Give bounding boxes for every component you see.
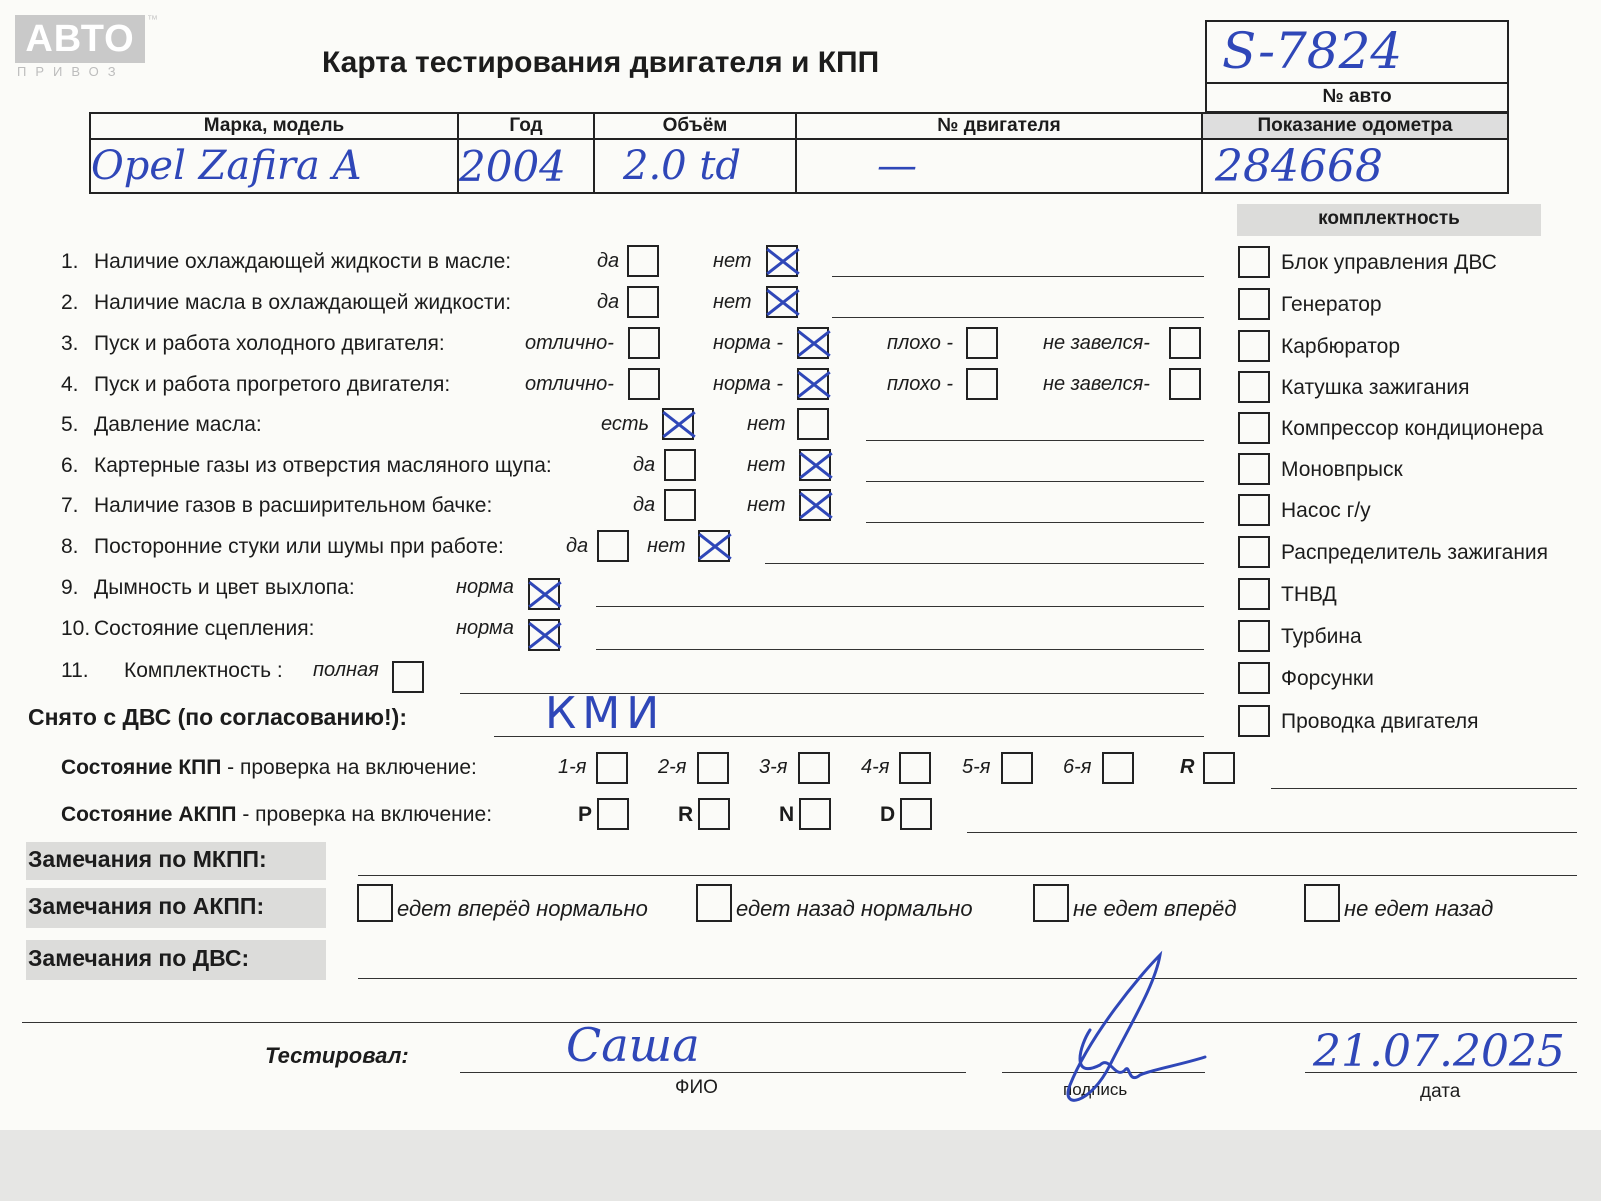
option-checkbox-checked[interactable]	[662, 408, 694, 440]
scan-shadow	[0, 1130, 1601, 1201]
check-number: 4.	[61, 373, 79, 396]
date-line	[1305, 1072, 1577, 1073]
check-number: 8.	[61, 535, 79, 558]
check-number: 3.	[61, 332, 79, 355]
option-label: плохо -	[887, 332, 954, 354]
option-label: да	[597, 291, 620, 313]
option-checkbox[interactable]	[664, 449, 696, 481]
auto-number-divider	[1205, 82, 1509, 84]
akpp-gear-checkbox[interactable]	[900, 798, 932, 830]
kit-item: Форсунки	[1281, 667, 1374, 690]
check-number: 5.	[61, 413, 79, 436]
akpp-remark-option: не едет вперёд	[1073, 896, 1237, 921]
year-label: Год	[458, 113, 594, 139]
option-label: нет	[713, 291, 752, 313]
volume-label: Объём	[594, 113, 796, 139]
gear-checkbox[interactable]	[1001, 752, 1033, 784]
gear-label: 4-я	[861, 756, 890, 778]
kit-item: Генератор	[1281, 293, 1382, 316]
option-checkbox[interactable]	[392, 661, 424, 693]
kit-checkbox[interactable]	[1238, 412, 1270, 444]
gear-label: 6-я	[1063, 756, 1092, 778]
kit-checkbox[interactable]	[1238, 662, 1270, 694]
volume-cell	[594, 139, 796, 193]
akpp-label-bold: Состояние АКПП	[61, 803, 237, 826]
check-number: 11.	[61, 659, 89, 682]
engine-cell	[796, 139, 1202, 193]
option-label: да	[633, 494, 656, 516]
kit-item: Турбина	[1281, 625, 1362, 648]
signature	[1030, 945, 1230, 1125]
kit-checkbox[interactable]	[1238, 620, 1270, 652]
kit-item: Распределитель зажигания	[1281, 541, 1549, 564]
fio-line	[460, 1072, 966, 1073]
option-checkbox-checked[interactable]	[799, 449, 831, 481]
option-checkbox-checked[interactable]	[528, 578, 560, 610]
option-checkbox[interactable]	[627, 286, 659, 318]
check-number: 9.	[61, 576, 79, 599]
kpp-label	[61, 756, 477, 780]
option-label: не завелся-	[1043, 332, 1150, 354]
option-checkbox[interactable]	[797, 408, 829, 440]
check-number: 10.	[61, 617, 91, 640]
check-text: Посторонние стуки или шумы при работе:	[94, 535, 504, 558]
kit-checkbox[interactable]	[1238, 536, 1270, 568]
tester-name: Саша	[566, 1018, 700, 1072]
removed-line	[494, 736, 1204, 737]
divider-line	[22, 1022, 1577, 1023]
option-checkbox[interactable]	[966, 327, 998, 359]
removed-label: Снято с ДВС (по согласованию!):	[28, 704, 407, 730]
kit-checkbox[interactable]	[1238, 578, 1270, 610]
kit-checkbox[interactable]	[1238, 330, 1270, 362]
gear-checkbox[interactable]	[596, 752, 628, 784]
year-cell	[458, 139, 594, 193]
option-checkbox-checked[interactable]	[797, 368, 829, 400]
option-label: есть	[601, 413, 650, 435]
engine-label: № двигателя	[796, 113, 1202, 139]
option-label: отлично-	[525, 373, 614, 395]
answer-line	[596, 606, 1204, 607]
check-number: 2.	[61, 291, 79, 314]
option-label: плохо -	[887, 373, 954, 395]
option-label: норма	[456, 617, 514, 639]
gear-checkbox[interactable]	[697, 752, 729, 784]
logo-subtitle: ПРИВОЗ	[17, 64, 125, 79]
kit-checkbox[interactable]	[1238, 494, 1270, 526]
year-value: 2004	[459, 141, 566, 191]
kit-item: ТНВД	[1281, 583, 1337, 606]
gear-label: 2-я	[658, 756, 687, 778]
option-checkbox-checked[interactable]	[766, 245, 798, 277]
akpp-remark-option: едет вперёд нормально	[397, 896, 648, 921]
answer-line	[866, 522, 1204, 523]
option-checkbox-checked[interactable]	[528, 619, 560, 651]
kit-item: Моновпрыск	[1281, 458, 1403, 481]
brand-value: Opel Zafira A	[91, 143, 362, 189]
check-number: 6.	[61, 454, 79, 477]
option-label: нет	[713, 250, 752, 272]
page-title: Карта тестирования двигателя и КПП	[322, 46, 880, 79]
answer-line	[866, 481, 1204, 482]
odometer-cell	[1202, 139, 1508, 193]
auto-number-value: S-7824	[1222, 22, 1403, 80]
kit-checkbox[interactable]	[1238, 288, 1270, 320]
akpp-gear-checkbox[interactable]	[698, 798, 730, 830]
akpp-remark-checkbox[interactable]	[357, 884, 393, 922]
option-checkbox[interactable]	[597, 530, 629, 562]
akpp-remark-checkbox[interactable]	[696, 884, 732, 922]
akpp-gear-label: N	[779, 803, 795, 826]
kit-item: Блок управления ДВС	[1281, 251, 1497, 274]
akpp-label	[61, 803, 492, 827]
answer-line	[596, 649, 1204, 650]
option-label: полная	[313, 659, 379, 681]
check-text: Наличие охлаждающей жидкости в масле:	[94, 250, 512, 273]
option-label: норма	[456, 576, 514, 598]
gear-checkbox[interactable]	[1102, 752, 1134, 784]
kit-title: комплектность	[1318, 208, 1460, 229]
logo-trademark: ™	[147, 14, 158, 26]
option-label: отлично-	[525, 332, 614, 354]
engine-value: —	[877, 143, 917, 189]
fio-label: ФИО	[675, 1077, 718, 1098]
gear-label: 5-я	[962, 756, 991, 778]
option-checkbox[interactable]	[628, 327, 660, 359]
kit-item: Насос г/у	[1281, 499, 1371, 522]
auto-number-label: № авто	[1322, 86, 1392, 107]
option-label: да	[633, 454, 656, 476]
option-checkbox[interactable]	[966, 368, 998, 400]
odometer-label: Показание одометра	[1202, 113, 1508, 139]
akpp-remark-option: не едет назад	[1344, 896, 1494, 921]
check-text: Дымность и цвет выхлопа:	[94, 576, 355, 599]
answer-line	[866, 440, 1204, 441]
logo	[15, 15, 145, 63]
option-label: не завелся-	[1043, 373, 1150, 395]
gear-checkbox[interactable]	[798, 752, 830, 784]
option-checkbox-checked[interactable]	[766, 286, 798, 318]
akpp-label-rest: - проверка на включение:	[236, 803, 493, 826]
gear-label: R	[1180, 756, 1195, 778]
remark-dvs-line	[358, 978, 1577, 979]
option-checkbox[interactable]	[628, 368, 660, 400]
option-label: нет	[747, 454, 786, 476]
kit-checkbox[interactable]	[1238, 705, 1270, 737]
option-checkbox-checked[interactable]	[698, 530, 730, 562]
check-number: 7.	[61, 494, 79, 517]
vehicle-table	[89, 112, 1509, 194]
volume-value: 2.0 td	[623, 143, 742, 189]
gear-label: 3-я	[759, 756, 788, 778]
check-text: Картерные газы из отверстия масляного щупа:	[94, 454, 552, 477]
kpp-line	[1271, 788, 1577, 789]
akpp-remark-checkbox[interactable]	[1304, 884, 1340, 922]
akpp-gear-checkbox[interactable]	[597, 798, 629, 830]
removed-value: КМИ	[545, 688, 666, 739]
check-text: Комплектность :	[124, 659, 283, 682]
check-text: Состояние сцепления:	[94, 617, 315, 640]
option-checkbox[interactable]	[1169, 327, 1201, 359]
akpp-remark-option: едет назад нормально	[736, 896, 973, 921]
option-label: нет	[647, 535, 686, 557]
option-checkbox-checked[interactable]	[797, 327, 829, 359]
kit-item: Катушка зажигания	[1281, 376, 1470, 399]
check-number: 1.	[61, 250, 79, 273]
akpp-gear-label: R	[678, 803, 694, 826]
akpp-gear-label: D	[880, 803, 896, 826]
option-checkbox[interactable]	[1169, 368, 1201, 400]
option-checkbox-checked[interactable]	[799, 489, 831, 521]
gear-checkbox[interactable]	[899, 752, 931, 784]
kit-checkbox[interactable]	[1238, 453, 1270, 485]
remark-akpp-label: Замечания по АКПП:	[28, 893, 265, 919]
option-checkbox[interactable]	[664, 489, 696, 521]
remark-mkpp-line	[358, 875, 1577, 876]
check-text: Пуск и работа прогретого двигателя:	[94, 373, 451, 396]
date-label: дата	[1420, 1081, 1461, 1102]
answer-line	[832, 276, 1204, 277]
remark-dvs-label: Замечания по ДВС:	[28, 945, 250, 971]
option-label: нет	[747, 413, 786, 435]
brand-cell	[90, 139, 458, 193]
akpp-gear-label: P	[578, 803, 593, 826]
option-label: норма -	[713, 332, 784, 354]
gear-label: 1-я	[558, 756, 587, 778]
kpp-label-rest: - проверка на включение:	[221, 756, 477, 779]
date-value: 21.07.2025	[1313, 1026, 1565, 1077]
option-checkbox[interactable]	[627, 245, 659, 277]
check-text: Давление масла:	[94, 413, 262, 436]
brand-label: Марка, модель	[90, 113, 458, 139]
answer-line	[832, 317, 1204, 318]
akpp-remark-checkbox[interactable]	[1033, 884, 1069, 922]
kpp-label-bold: Состояние КПП	[61, 756, 222, 779]
option-label: да	[597, 250, 620, 272]
kit-item: Проводка двигателя	[1281, 710, 1479, 733]
odometer-value: 284668	[1215, 140, 1383, 192]
kit-checkbox[interactable]	[1238, 371, 1270, 403]
answer-line	[765, 563, 1204, 564]
check-text: Наличие газов в расширительном бачке:	[94, 494, 493, 517]
option-label: да	[566, 535, 589, 557]
kit-item: Компрессор кондиционера	[1281, 417, 1544, 440]
akpp-gear-checkbox[interactable]	[799, 798, 831, 830]
check-text: Пуск и работа холодного двигателя:	[94, 332, 445, 355]
check-text: Наличие масла в охлаждающей жидкости:	[94, 291, 512, 314]
option-label: нет	[747, 494, 786, 516]
logo-text: АВТО	[25, 18, 135, 60]
gear-checkbox[interactable]	[1203, 752, 1235, 784]
sign-label: подпись	[1063, 1080, 1128, 1099]
akpp-line	[967, 832, 1577, 833]
kit-item: Карбюратор	[1281, 335, 1401, 358]
kit-checkbox[interactable]	[1238, 246, 1270, 278]
option-label: норма -	[713, 373, 784, 395]
tested-label: Тестировал:	[265, 1043, 409, 1068]
remark-mkpp-label: Замечания по МКПП:	[28, 846, 267, 872]
